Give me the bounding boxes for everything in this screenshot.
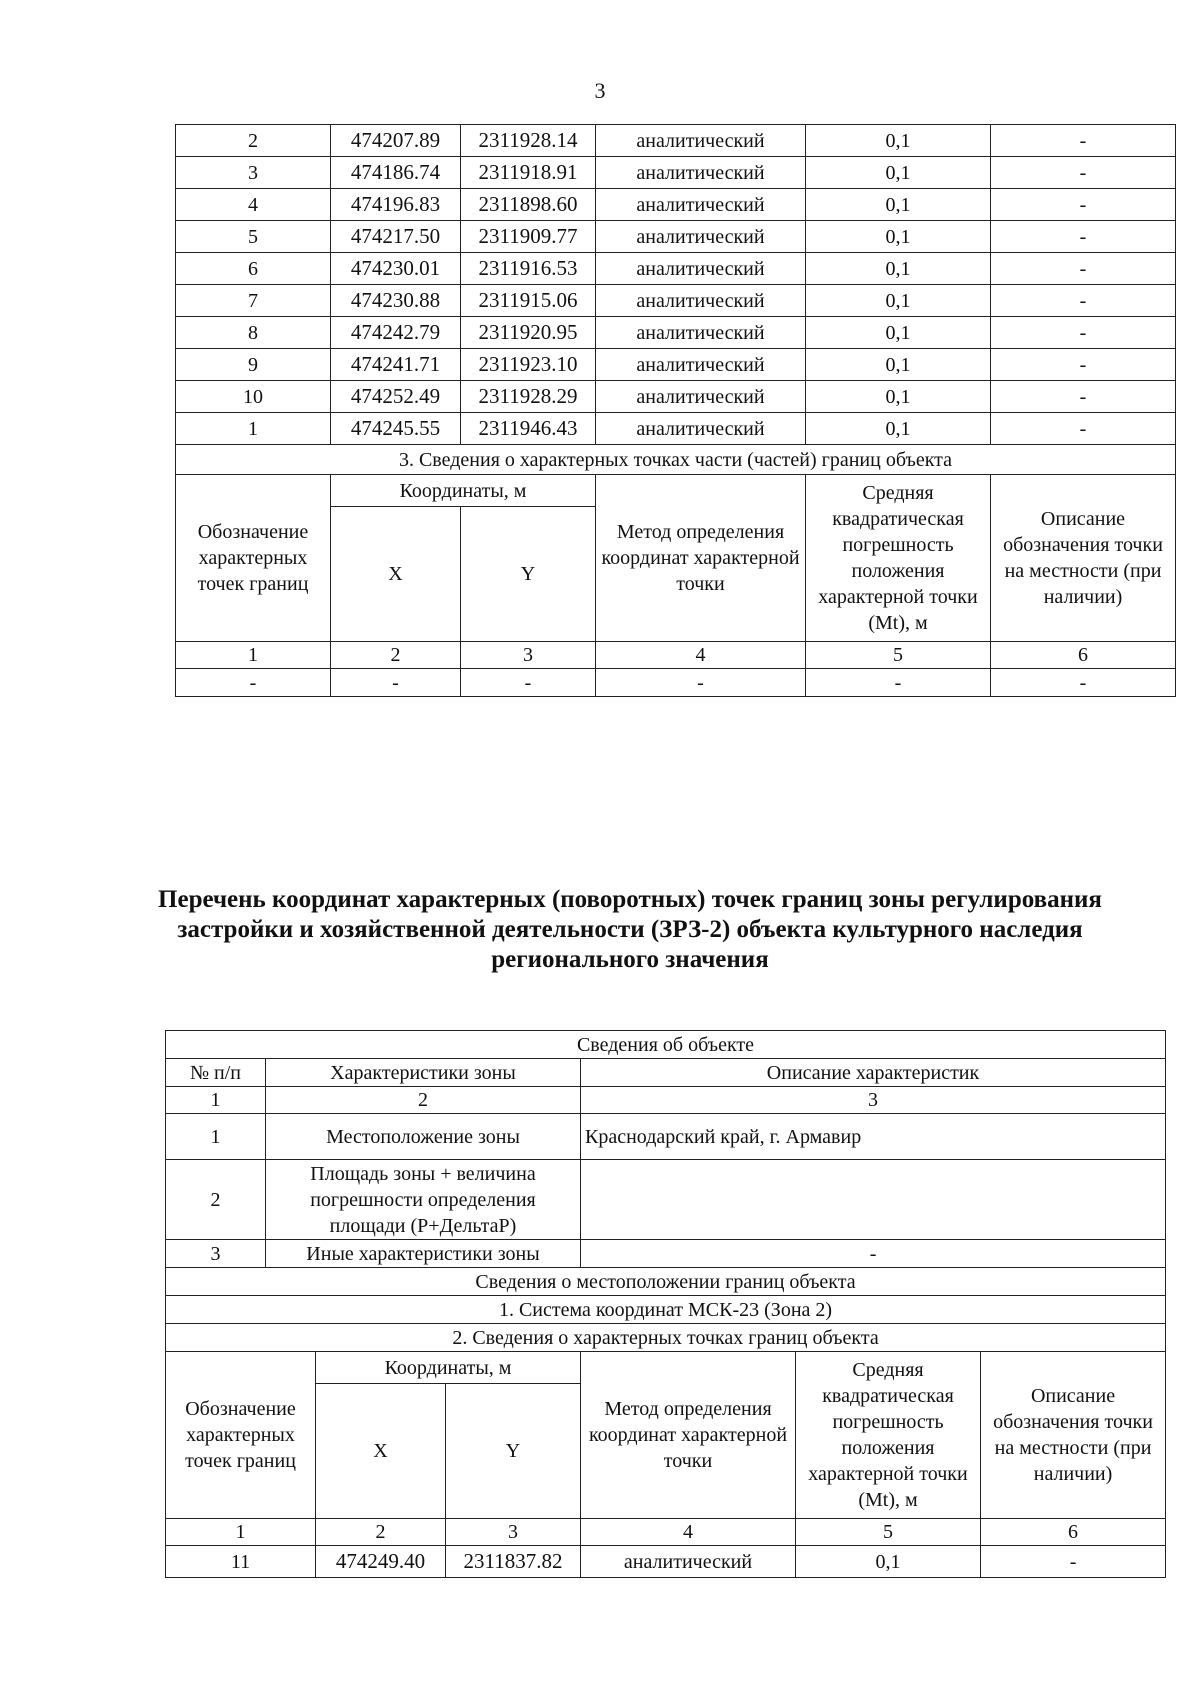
col-number: 4 [581, 1519, 796, 1546]
mt-cell: 0,1 [806, 381, 991, 413]
coord-y: 2311920.95 [461, 317, 596, 349]
coord-x: 474230.01 [331, 253, 461, 285]
point-number: 4 [176, 189, 331, 221]
row-number: 1 [166, 1114, 266, 1160]
method-cell: аналитический [596, 285, 806, 317]
mt-cell: 0,1 [806, 349, 991, 381]
method-cell: аналитический [596, 157, 806, 189]
desc-cell: - [991, 157, 1176, 189]
coord-y: 2311918.91 [461, 157, 596, 189]
col-number: 1 [166, 1519, 316, 1546]
mt-cell: 0,1 [806, 285, 991, 317]
document-title: Перечень координат характерных (поворотных) точек границ зоны регулирования застройки и хозяйственной деятельности (ЗРЗ-2) объекта культурного наследия регионального значения [158, 886, 1102, 973]
table-row [176, 349, 1176, 381]
header-x: X [316, 1384, 446, 1519]
section3-title: 3. Сведения о характерных точках части (частей) границ объекта [176, 445, 1176, 475]
point-number: 8 [176, 317, 331, 349]
point-number: 6 [176, 253, 331, 285]
method-cell: аналитический [596, 349, 806, 381]
desc-cell: - [981, 1546, 1166, 1578]
col-number: 6 [981, 1519, 1166, 1546]
col-number: 5 [796, 1519, 981, 1546]
header-designation: Обозначение характерных точек границ [176, 475, 331, 642]
desc-cell: - [991, 189, 1176, 221]
empty-cell: - [991, 669, 1176, 697]
mt-cell: 0,1 [796, 1546, 981, 1578]
zone-characteristic: Иные характеристики зоны [266, 1240, 581, 1268]
coord-y: 2311928.29 [461, 381, 596, 413]
table-row [166, 1546, 1166, 1578]
desc-cell: - [991, 413, 1176, 445]
method-cell: аналитический [596, 253, 806, 285]
zone-table [165, 1030, 1166, 1578]
zone-characteristic-value: Краснодарский край, г. Армавир [581, 1114, 1166, 1160]
point-number: 9 [176, 349, 331, 381]
zone-characteristic-value: - [581, 1240, 1166, 1268]
mt-cell: 0,1 [806, 221, 991, 253]
method-cell: аналитический [596, 317, 806, 349]
mt-cell: 0,1 [806, 317, 991, 349]
coord-x: 474186.74 [331, 157, 461, 189]
coord-y: 2311915.06 [461, 285, 596, 317]
mt-cell: 0,1 [806, 413, 991, 445]
zone-characteristic: Площадь зоны + величина погрешности определения площади (P+ДельтаP) [266, 1160, 581, 1240]
col-number: 3 [581, 1087, 1166, 1114]
header-mt: Средняя квадратическая погрешность положения характерной точки (Mt), м [796, 1352, 981, 1519]
coord-y: 2311837.82 [446, 1546, 581, 1578]
header-x: X [331, 507, 461, 642]
object-info-title: Сведения об объекте [166, 1031, 1166, 1059]
method-cell: аналитический [596, 125, 806, 157]
coord-x: 474230.88 [331, 285, 461, 317]
header-method: Метод определения координат характерной точки [581, 1352, 796, 1519]
header-y: Y [461, 507, 596, 642]
empty-cell: - [461, 669, 596, 697]
header-designation: Обозначение характерных точек границ [166, 1352, 316, 1519]
point-number: 11 [166, 1546, 316, 1578]
coord-y: 2311909.77 [461, 221, 596, 253]
point-number: 5 [176, 221, 331, 253]
point-number: 1 [176, 413, 331, 445]
col-header-char: Характеристики зоны [266, 1059, 581, 1087]
empty-cell: - [596, 669, 806, 697]
desc-cell: - [991, 349, 1176, 381]
empty-cell: - [806, 669, 991, 697]
col-number: 3 [461, 642, 596, 669]
coord-x: 474241.71 [331, 349, 461, 381]
desc-cell: - [991, 253, 1176, 285]
col-number: 4 [596, 642, 806, 669]
method-cell: аналитический [596, 381, 806, 413]
mt-cell: 0,1 [806, 125, 991, 157]
desc-cell: - [991, 125, 1176, 157]
method-cell: аналитический [596, 413, 806, 445]
header-mt: Средняя квадратическая погрешность положения характерной точки (Mt), м [806, 475, 991, 642]
point-number: 3 [176, 157, 331, 189]
location-title: Сведения о местоположении границ объекта [166, 1268, 1166, 1296]
method-cell: аналитический [596, 189, 806, 221]
col-number: 2 [266, 1087, 581, 1114]
col-number: 3 [446, 1519, 581, 1546]
header-coords: Координаты, м [331, 475, 596, 507]
empty-cell: - [176, 669, 331, 697]
header-desc: Описание обозначения точки на местности (при наличии) [991, 475, 1176, 642]
coord-y: 2311916.53 [461, 253, 596, 285]
coord-y: 2311928.14 [461, 125, 596, 157]
section2-title: 2. Сведения о характерных точках границ объекта [166, 1324, 1166, 1352]
header-coords: Координаты, м [316, 1352, 581, 1384]
col-number: 2 [331, 642, 461, 669]
coord-x: 474207.89 [331, 125, 461, 157]
col-number: 6 [991, 642, 1176, 669]
coord-system: 1. Система координат МСК-23 (Зона 2) [166, 1296, 1166, 1324]
table-row [176, 157, 1176, 189]
col-number: 1 [176, 642, 331, 669]
table-row [176, 413, 1176, 445]
desc-cell: - [991, 285, 1176, 317]
col-header-desc: Описание характеристик [581, 1059, 1166, 1087]
coord-x: 474196.83 [331, 189, 461, 221]
col-number: 5 [806, 642, 991, 669]
empty-cell: - [331, 669, 461, 697]
method-cell: аналитический [581, 1546, 796, 1578]
coord-x: 474249.40 [316, 1546, 446, 1578]
col-number: 2 [316, 1519, 446, 1546]
coord-x: 474252.49 [331, 381, 461, 413]
col-number: 1 [166, 1087, 266, 1114]
header-y: Y [446, 1384, 581, 1519]
method-cell: аналитический [596, 221, 806, 253]
mt-cell: 0,1 [806, 157, 991, 189]
coord-y: 2311946.43 [461, 413, 596, 445]
header-desc: Описание обозначения точки на местности (при наличии) [981, 1352, 1166, 1519]
mt-cell: 0,1 [806, 189, 991, 221]
row-number: 3 [166, 1240, 266, 1268]
table-row [176, 381, 1176, 413]
coordinates-table-body [176, 125, 1176, 445]
mt-cell: 0,1 [806, 253, 991, 285]
coordinates-table-continued [175, 124, 1176, 697]
col-header-num: № п/п [166, 1059, 266, 1087]
zone-points-body [166, 1546, 1166, 1578]
row-number: 2 [166, 1160, 266, 1240]
coord-x: 474245.55 [331, 413, 461, 445]
coord-y: 2311923.10 [461, 349, 596, 381]
point-number: 7 [176, 285, 331, 317]
coord-x: 474217.50 [331, 221, 461, 253]
table-row [176, 253, 1176, 285]
zone-characteristic: Местоположение зоны [266, 1114, 581, 1160]
desc-cell: - [991, 381, 1176, 413]
object-info-block [166, 1031, 1166, 1546]
page-number: 3 [594, 78, 606, 103]
desc-cell: - [991, 317, 1176, 349]
table-row [176, 285, 1176, 317]
desc-cell: - [991, 221, 1176, 253]
table-row [176, 221, 1176, 253]
table-row [176, 317, 1176, 349]
header-method: Метод определения координат характерной точки [596, 475, 806, 642]
zone-characteristic-value [581, 1160, 1166, 1240]
coord-y: 2311898.60 [461, 189, 596, 221]
coord-x: 474242.79 [331, 317, 461, 349]
table-row [176, 189, 1176, 221]
section3-block [176, 445, 1176, 697]
point-number: 2 [176, 125, 331, 157]
point-number: 10 [176, 381, 331, 413]
table-row [176, 125, 1176, 157]
